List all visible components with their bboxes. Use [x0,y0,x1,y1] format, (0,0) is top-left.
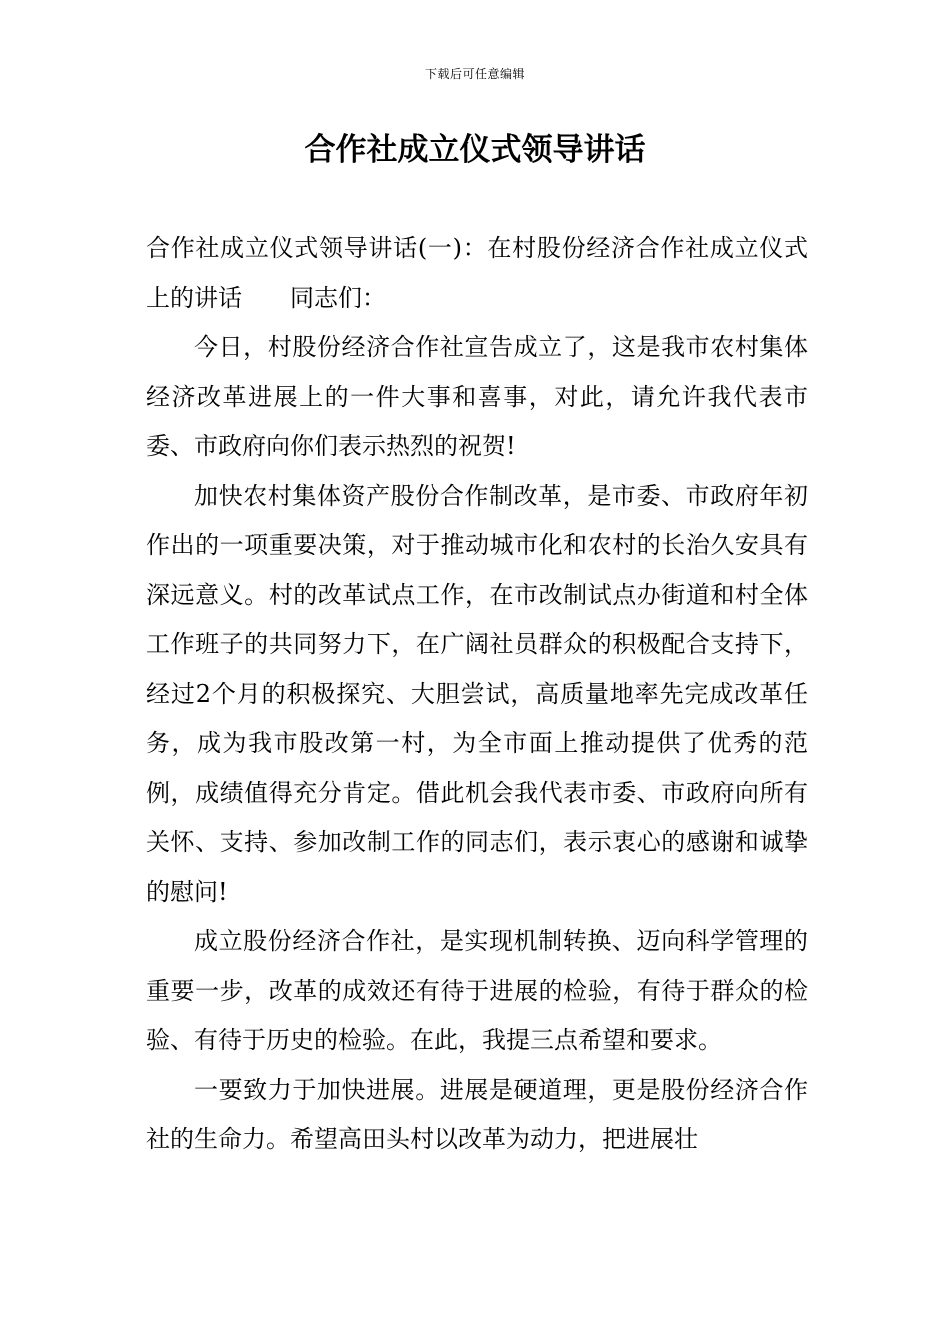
document-title: 合作社成立仪式领导讲话 [304,132,646,168]
document-body [146,224,808,1165]
paragraph: 今日，村股份经济合作社宣告成立了，这是我市农村集体经济改革进展上的一件大事和喜事，对此，请允许我代表市委、市政府向你们表示热烈的祝贺! [146,333,808,460]
header-note: 下载后可任意编辑 [424,67,525,81]
paragraph-opening: 合作社成立仪式领导讲话(一)：在村股份经济合作社成立仪式上的讲话 同志们： [146,234,808,312]
paragraph: 加快农村集体资产股份合作制改革，是市委、市政府年初作出的一项重要决策，对于推动城市化和农村的长治久安具有深远意义。村的改革试点工作，在市改制试点办街道和村全体工作班子的共同努力下，在广阔社员群众的积极配合支持下，经过2个月的积极探究、大胆尝试，高质量地率先完成改革任务，成为我市股改第一村，为全市面上推动提供了优秀的范例，成绩值得充分肯定。借此机会我代表市委、市政府向所有关怀、支持、参加改制工作的同志们，表示衷心的感谢和诚挚的慰问! [146,481,808,906]
paragraph: 成立股份经济合作社，是实现机制转换、迈向科学管理的重要一步，改革的成效还有待于进展的检验，有待于群众的检验、有待于历史的检验。在此，我提三点希望和要求。 [146,927,808,1054]
paragraph: 一要致力于加快进展。进展是硬道理，更是股份经济合作社的生命力。希望高田头村以改革为动力，把进展壮 [146,1075,808,1153]
